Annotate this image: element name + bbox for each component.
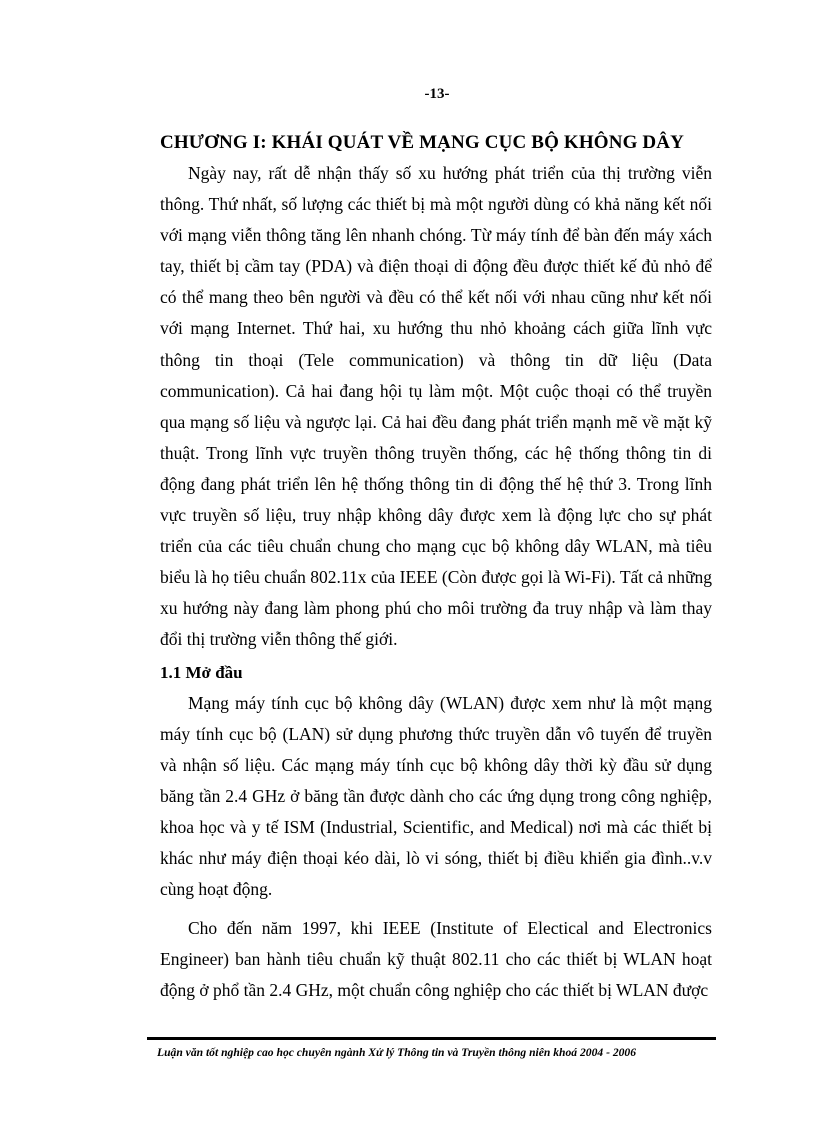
- section-paragraph-2: Cho đến năm 1997, khi IEEE (Institute of Electical and Electronics Engineer) ban hành tiêu chuẩn kỹ thuật 802.11 cho các thiết bị WLAN hoạt động ở phổ tần 2.4 GHz, một chuẩn công nghiệp cho các thiết bị WLAN được: [160, 918, 712, 1001]
- chapter-title: CHƯƠNG I: KHÁI QUÁT VỀ MẠNG CỤC BỘ KHÔNG DÂY: [160, 132, 685, 153]
- footer-caption: Luận văn tốt nghiệp cao học chuyên ngành Xử lý Thông tin và Truyền thông niên khoá 2004 - 2006: [157, 1046, 637, 1059]
- footer-divider: [147, 1037, 716, 1040]
- page-number: -13-: [424, 86, 450, 102]
- page-content: [160, 128, 712, 1006]
- section-heading: 1.1 Mở đầu: [160, 662, 243, 682]
- section-paragraph-1: Mạng máy tính cục bộ không dây (WLAN) được xem như là một mạng máy tính cục bộ (LAN) sử dụng phương thức truyền dẫn vô tuyến để truyền và nhận số liệu. Các mạng máy tính cục bộ không dây thời kỳ đầu sử dụng băng tần 2.4 GHz ở băng tần được dành cho các ứng dụng trong công nghiệp, khoa học và y tế ISM (Industrial, Scientific, and Medical) nơi mà các thiết bị khác như máy điện thoại kéo dài, lò vi sóng, thiết bị điều khiển gia đình..v.v cùng hoạt động.: [160, 692, 712, 900]
- intro-paragraph: Ngày nay, rất dễ nhận thấy số xu hướng phát triển của thị trường viễn thông. Thứ nhất, số lượng các thiết bị mà một người dùng có khả năng kết nối với mạng viễn thông tăng lên nhanh chóng. Từ máy tính để bàn đến máy xách tay, thiết bị cầm tay (PDA) và điện thoại di động đều được thiết kế đủ nhỏ để có thể mang theo bên người và đều có thể kết nối với nhau cũng như kết nối với mạng Internet. Thứ hai, xu hướng thu nhỏ khoảng cách giữa lĩnh vực thông tin thoại (Tele communication) và thông tin dữ liệu (Data communication). Cả hai đang hội tụ làm một. Một cuộc thoại có thể truyền qua mạng số liệu và ngược lại. Cả hai đều đang phát triển mạnh mẽ về mặt kỹ thuật. Trong lĩnh vực truyền thông truyền thống, các hệ thống thông tin di động đang phát triển lên hệ thống thông tin di động thế hệ thứ 3. Trong lĩnh vực truyền số liệu, truy nhập không dây được xem là động lực cho sự phát triển của các tiêu chuẩn chung cho mạng cục bộ không dây WLAN, mà tiêu biểu là họ tiêu chuẩn 802.11x của IEEE (Còn được gọi là Wi-Fi). Tất cả những xu hướng này đang làm phong phú cho môi trường đa truy nhập và làm thay đổi thị trường viễn thông thế giới.: [160, 163, 712, 650]
